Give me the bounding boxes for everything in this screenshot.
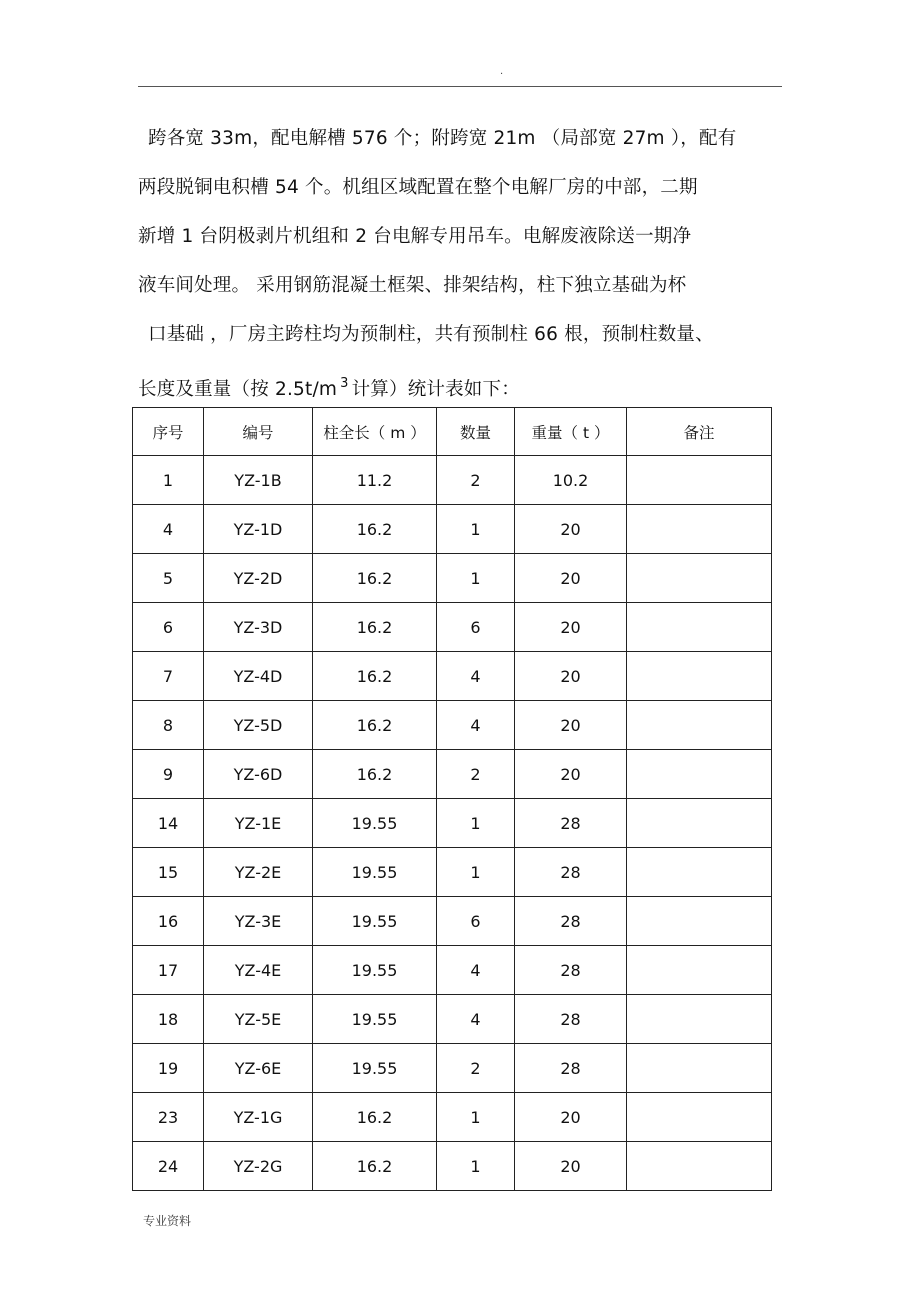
cell-index: 17 (133, 946, 204, 995)
cell-remarks (627, 701, 772, 750)
cell-length: 16.2 (313, 505, 437, 554)
cell-length: 19.55 (313, 799, 437, 848)
cell-remarks (627, 554, 772, 603)
cell-weight: 20 (515, 505, 627, 554)
column-header-quantity: 数量 (437, 408, 515, 456)
cell-remarks (627, 652, 772, 701)
cell-index: 4 (133, 505, 204, 554)
cell-index: 9 (133, 750, 204, 799)
cell-length: 11.2 (313, 456, 437, 505)
cell-index: 7 (133, 652, 204, 701)
header-dot: . (500, 66, 504, 77)
cell-remarks (627, 1093, 772, 1142)
cell-weight: 20 (515, 750, 627, 799)
cell-quantity: 6 (437, 897, 515, 946)
table-row (133, 701, 772, 750)
paragraph-line-6-tail: 计算）统计表如下： (351, 379, 520, 400)
cell-weight: 20 (515, 1093, 627, 1142)
cell-remarks (627, 750, 772, 799)
cell-length: 16.2 (313, 603, 437, 652)
cell-code: YZ-6D (204, 750, 313, 799)
cell-weight: 20 (515, 554, 627, 603)
cell-quantity: 4 (437, 946, 515, 995)
table-row (133, 750, 772, 799)
cell-weight: 20 (515, 701, 627, 750)
table-row (133, 554, 772, 603)
superscript-exponent: 3 (340, 376, 349, 391)
cell-quantity: 4 (437, 652, 515, 701)
column-header-index: 序号 (133, 408, 204, 456)
cell-code: YZ-3D (204, 603, 313, 652)
paragraph-line-6 (138, 371, 520, 403)
table-row (133, 456, 772, 505)
cell-length: 16.2 (313, 1093, 437, 1142)
table-row (133, 897, 772, 946)
cell-code: YZ-1B (204, 456, 313, 505)
table-row (133, 995, 772, 1044)
cell-length: 19.55 (313, 1044, 437, 1093)
cell-quantity: 1 (437, 1142, 515, 1191)
cell-code: YZ-1G (204, 1093, 313, 1142)
table-row (133, 1044, 772, 1093)
cell-code: YZ-6E (204, 1044, 313, 1093)
cell-code: YZ-2E (204, 848, 313, 897)
cell-code: YZ-1D (204, 505, 313, 554)
column-header-code: 编号 (204, 408, 313, 456)
cell-quantity: 4 (437, 701, 515, 750)
cell-code: YZ-3E (204, 897, 313, 946)
table-header-row (133, 408, 772, 456)
cell-index: 24 (133, 1142, 204, 1191)
table-row (133, 1093, 772, 1142)
cell-length: 19.55 (313, 897, 437, 946)
table-body (133, 456, 772, 1191)
cell-quantity: 1 (437, 799, 515, 848)
cell-weight: 20 (515, 652, 627, 701)
table-row (133, 505, 772, 554)
cell-weight: 20 (515, 1142, 627, 1191)
cell-weight: 28 (515, 1044, 627, 1093)
cell-length: 16.2 (313, 652, 437, 701)
cell-quantity: 1 (437, 554, 515, 603)
column-header-weight: 重量（ t ） (515, 408, 627, 456)
cell-index: 15 (133, 848, 204, 897)
cell-remarks (627, 1142, 772, 1191)
cell-quantity: 2 (437, 456, 515, 505)
cell-index: 8 (133, 701, 204, 750)
cell-length: 16.2 (313, 1142, 437, 1191)
cell-weight: 28 (515, 799, 627, 848)
cell-quantity: 2 (437, 750, 515, 799)
table-row (133, 848, 772, 897)
cell-remarks (627, 946, 772, 995)
cell-remarks (627, 897, 772, 946)
paragraph-line-3: 新增 1 台阴极剥片机组和 2 台电解专用吊车。电解废液除送一期净 (138, 226, 692, 247)
cell-index: 5 (133, 554, 204, 603)
table-row (133, 799, 772, 848)
cell-quantity: 1 (437, 848, 515, 897)
cell-remarks (627, 799, 772, 848)
cell-code: YZ-5E (204, 995, 313, 1044)
cell-length: 19.55 (313, 848, 437, 897)
footer-text: 专业资料 (143, 1214, 192, 1228)
cell-code: YZ-4D (204, 652, 313, 701)
precast-column-stats-table (132, 407, 772, 1191)
cell-length: 19.55 (313, 995, 437, 1044)
cell-code: YZ-2D (204, 554, 313, 603)
cell-weight: 28 (515, 848, 627, 897)
cell-weight: 20 (515, 603, 627, 652)
cell-quantity: 6 (437, 603, 515, 652)
cell-code: YZ-1E (204, 799, 313, 848)
cell-index: 23 (133, 1093, 204, 1142)
cell-length: 16.2 (313, 554, 437, 603)
cell-weight: 28 (515, 897, 627, 946)
column-header-length: 柱全长（ m ） (313, 408, 437, 456)
cell-length: 16.2 (313, 750, 437, 799)
cell-quantity: 2 (437, 1044, 515, 1093)
paragraph-line-5: 口基础 ，厂房主跨柱均为预制柱，共有预制柱 66 根，预制柱数量、 (148, 324, 714, 345)
header-rule (138, 86, 782, 87)
table-row (133, 946, 772, 995)
cell-weight: 28 (515, 946, 627, 995)
column-header-remarks: 备注 (627, 408, 772, 456)
cell-remarks (627, 1044, 772, 1093)
cell-remarks (627, 505, 772, 554)
table-row (133, 603, 772, 652)
cell-length: 19.55 (313, 946, 437, 995)
cell-quantity: 1 (437, 505, 515, 554)
table-row (133, 652, 772, 701)
cell-index: 18 (133, 995, 204, 1044)
cell-index: 16 (133, 897, 204, 946)
cell-code: YZ-4E (204, 946, 313, 995)
cell-remarks (627, 995, 772, 1044)
cell-weight: 28 (515, 995, 627, 1044)
paragraph-line-4: 液车间处理。 采用钢筋混凝土框架、排架结构，柱下独立基础为杯 (138, 275, 687, 296)
cell-remarks (627, 456, 772, 505)
cell-code: YZ-5D (204, 701, 313, 750)
cell-index: 1 (133, 456, 204, 505)
cell-remarks (627, 848, 772, 897)
cell-index: 14 (133, 799, 204, 848)
cell-weight: 10.2 (515, 456, 627, 505)
cell-code: YZ-2G (204, 1142, 313, 1191)
cell-quantity: 1 (437, 1093, 515, 1142)
cell-index: 19 (133, 1044, 204, 1093)
table-row (133, 1142, 772, 1191)
cell-quantity: 4 (437, 995, 515, 1044)
paragraph-line-2: 两段脱铜电积槽 54 个。机组区域配置在整个电解厂房的中部，二期 (138, 177, 698, 198)
cell-remarks (627, 603, 772, 652)
paragraph-line-6-text: 长度及重量（按 2.5t/m (138, 379, 338, 400)
cell-length: 16.2 (313, 701, 437, 750)
cell-index: 6 (133, 603, 204, 652)
paragraph-line-1: 跨各宽 33m，配电解槽 576 个；附跨宽 21m （局部宽 27m ），配有 (148, 128, 737, 149)
